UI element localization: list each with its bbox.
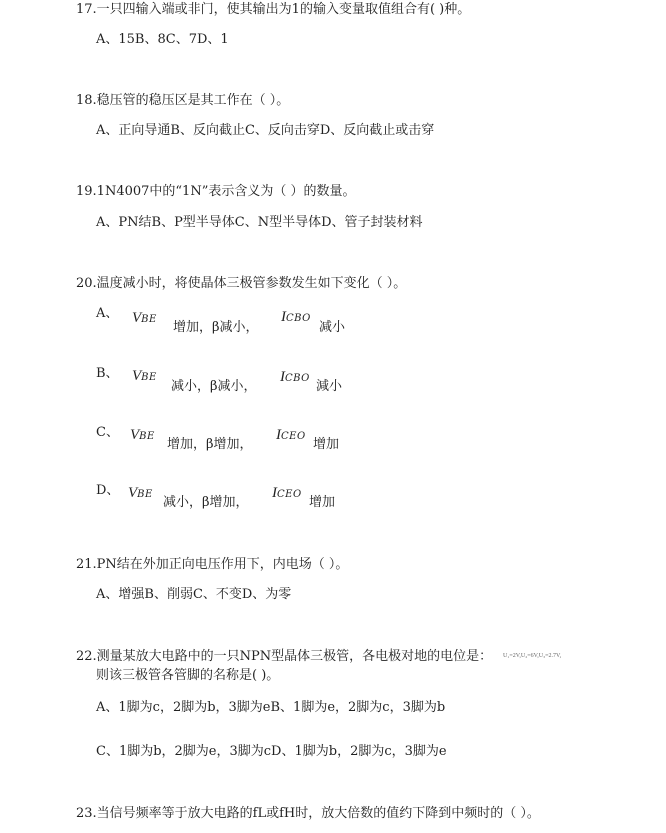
question-21: 21.PN结在外加正向电压作用下，内电场（ ）。 (76, 557, 349, 572)
option-label: C、 (96, 425, 119, 440)
option-end: 增加 (309, 495, 336, 510)
icbo-symbol: ICBO (281, 309, 311, 325)
question-22-line2: 则该三极管各管脚的名称是( )。 (96, 668, 280, 683)
question-17: 17.一只四输入端或非门，使其输出为1的输入变量取值组合有( )种。 (76, 2, 471, 17)
potential-formula: U₁=2V,U₂=6V,U₃=2.7V, (503, 653, 562, 659)
option-text: 增加，β增加， (167, 437, 253, 452)
option-end: 减小 (319, 320, 346, 335)
question-19: 19.1N4007中的“1N”表示含义为（ ）的数量。 (76, 184, 356, 199)
vbe-symbol: VBE (132, 310, 157, 326)
vbe-symbol: VBE (132, 368, 157, 384)
question-19-options: A、PN结B、P型半导体C、N型半导体D、管子封装材料 (96, 215, 423, 230)
question-18: 18.稳压管的稳压区是其工作在（ ）。 (76, 93, 290, 108)
question-17-options: A、15B、8C、7D、1 (96, 32, 229, 47)
question-23: 23.当信号频率等于放大电路的fL或fH时，放大倍数的值约下降到中频时的（ ）。 (76, 806, 540, 821)
option-label: B、 (96, 366, 119, 381)
question-22-options-ab: A、1脚为c，2脚为b，3脚为eB、1脚为e，2脚为c，3脚为b (96, 700, 446, 715)
vbe-symbol: VBE (130, 427, 155, 443)
question-20: 20.温度减小时，将使晶体三极管参数发生如下变化（ ）。 (76, 276, 407, 291)
option-end: 增加 (313, 437, 340, 452)
option-text: 减小，β增加， (163, 495, 249, 510)
icbo-symbol: ICBO (280, 369, 310, 385)
question-18-options: A、正向导通B、反向截止C、反向击穿D、反向截止或击穿 (96, 123, 435, 138)
question-22: 22.测量某放大电路中的一只NPN型晶体三极管，各电极对地的电位是： (76, 649, 493, 664)
question-21-options: A、增强B、削弱C、不变D、为零 (96, 587, 292, 602)
iceo-symbol: ICEO (272, 485, 302, 501)
vbe-symbol: VBE (128, 485, 153, 501)
option-text: 增加，β减小， (173, 320, 259, 335)
option-end: 減小 (316, 379, 343, 394)
question-22-options-cd: C、1脚为b，2脚为e，3脚为cD、1脚为b，2脚为c，3脚为e (96, 744, 447, 759)
option-text: 减小，β减小， (171, 379, 257, 394)
iceo-symbol: ICEO (276, 427, 306, 443)
option-label: D、 (96, 483, 120, 498)
option-label: A、 (96, 306, 119, 321)
